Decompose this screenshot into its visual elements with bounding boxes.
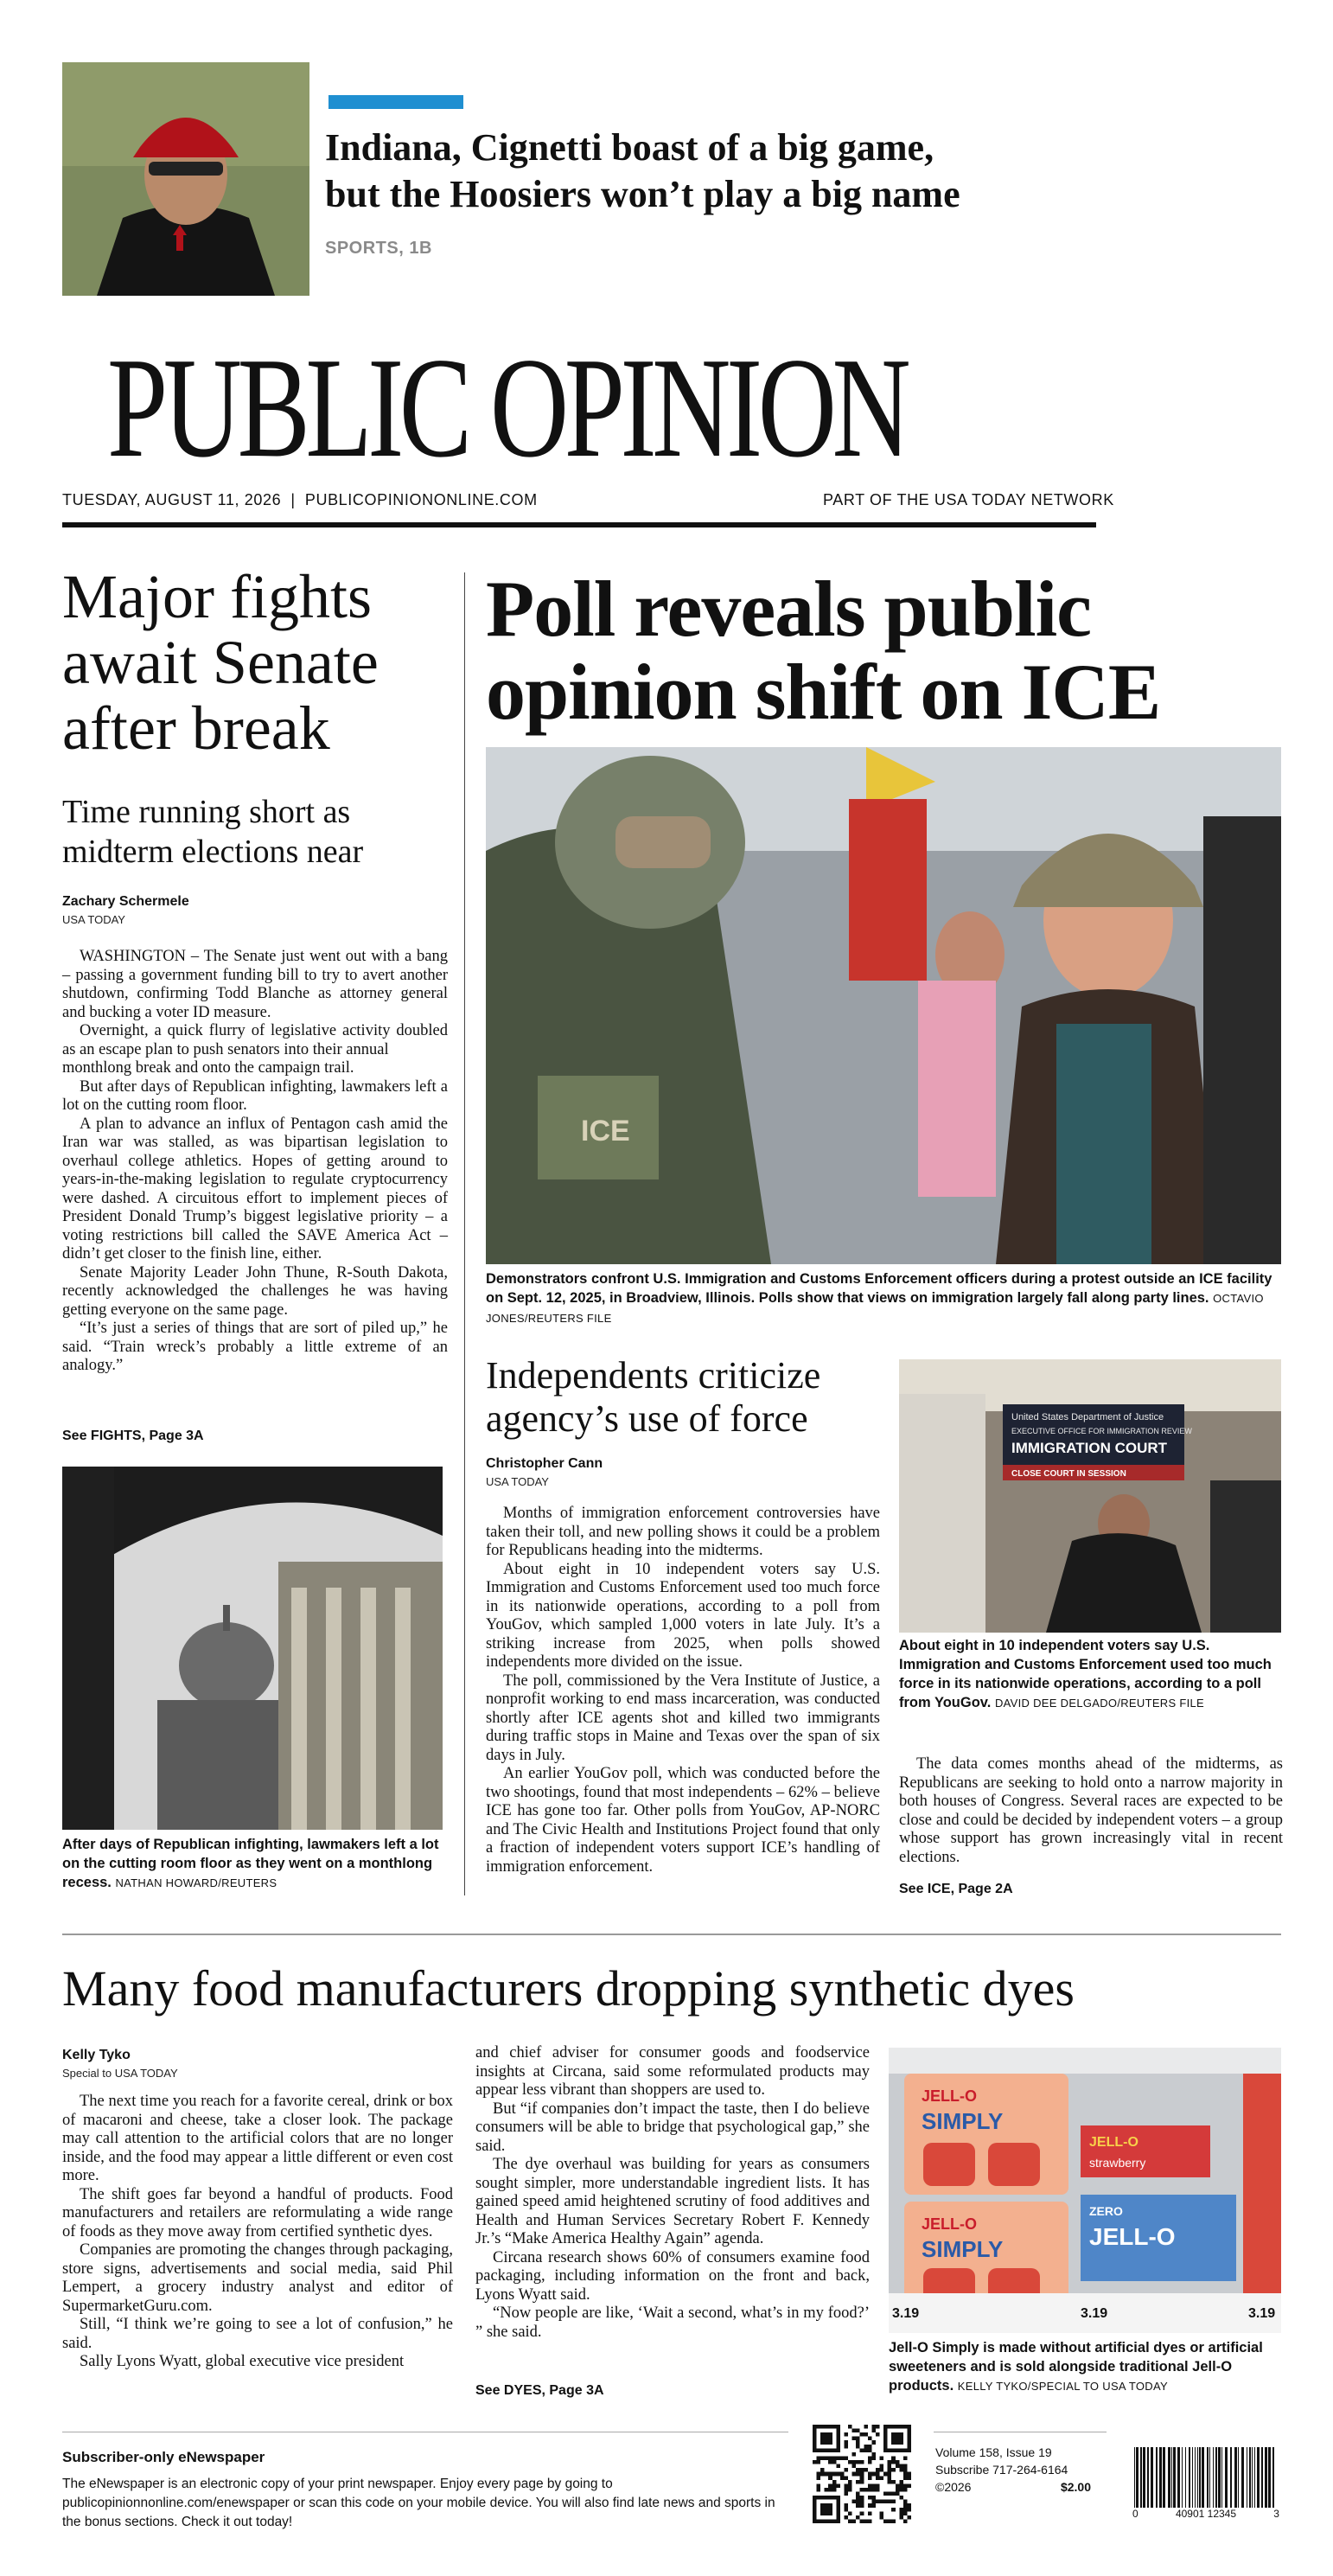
- dyes-headline[interactable]: Many food manufacturers dropping synthetic dyes: [62, 1960, 1075, 2017]
- ice-body: [486, 1505, 880, 1876]
- senate-byline: Zachary Schermele: [62, 894, 189, 909]
- senate-caption-text: After days of Republican infighting, lawmakers left a lot on the cutting room floor as they went on a monthlong recess.: [62, 1837, 439, 1890]
- dyes-paragraph: But “if companies don’t impact the taste, then I do believe consumers will be able to bridge that psychological gap,” she said.: [475, 2100, 870, 2155]
- masthead-title: PUBLIC OPINION: [107, 328, 907, 487]
- footer-info: [935, 2444, 1091, 2496]
- ice-subheadline[interactable]: [486, 1354, 892, 1441]
- dyes-paragraph: Still, “I think we’re going to see a lot of confusion,” he said.: [62, 2316, 453, 2352]
- pkg-flavor: strawberry: [1089, 2156, 1146, 2170]
- ice-subheadline-line: Independents criticize: [486, 1354, 821, 1397]
- price-tag: 3.19: [1081, 2306, 1108, 2321]
- dyes-paragraph: The next time you reach for a favorite cereal, drink or box of macaroni and cheese, take a closer look. The package may call attention to the artificial colors that are no longer inside, and the food may appear a little different or even cost more.: [62, 2093, 453, 2184]
- senate-byline-block: [62, 894, 189, 926]
- dyes-photo-caption: [889, 2338, 1286, 2396]
- footer-copyright: ©2026: [935, 2480, 972, 2494]
- dyes-affiliation: Special to USA TODAY: [62, 2067, 178, 2080]
- senate-paragraph: monthlong break and onto the campaign trail.: [62, 1059, 354, 1077]
- ice-right-column: [899, 1755, 1283, 1867]
- price-tag: 3.19: [892, 2306, 920, 2321]
- ice-headline-line: Poll reveals public: [486, 565, 1091, 653]
- price-tag: 3.19: [1248, 2306, 1276, 2321]
- senate-photo-caption: [62, 1835, 448, 1893]
- ice-paragraph: About eight in 10 independent voters say U.S. Immigration and Customs Enforcement used too much force in its nationwide operations, according to a poll from YouGov, which sampled 1,000 voters in late July. It’s a striking increase from 2025, when polls showed independents more divided on the issue.: [486, 1560, 880, 1671]
- pkg-brand: JELL-O: [922, 2087, 978, 2105]
- ice-paragraph: The data comes months ahead of the midterms, as Republicans are seeking to hold onto a narrow majority in both houses of Congress. Several races are expected to be close and could be decided by independent voters – a group whose support has grown increasingly vital in recent elections.: [899, 1755, 1283, 1866]
- dyes-paragraph: Companies are promoting the changes through packaging, store signs, advertisements and social media, said Phil Lempert, a grocery industry analyst and editor of SupermarketGuru.com.: [62, 2241, 453, 2315]
- ice-photo-court: [899, 1359, 1281, 1633]
- senate-headline-line: after break: [62, 694, 330, 763]
- senate-headline-line: Major fights: [62, 562, 372, 631]
- footer-title: Subscriber-only eNewspaper: [62, 2449, 265, 2465]
- senate-paragraph: But after days of Republican infighting, lawmakers left a lot on the cutting room floor.: [62, 1077, 448, 1114]
- senate-paragraph: A plan to advance an influx of Pentagon cash amid the Iran war was stalled, as was bipartisan legislation to overhaul college athletics. Hopes of getting around to years-in-the-making legislation to regulate cryptocurrency were dashed. A circuitous effort to implement pieces of President Donald Trump’s biggest legislative priority – a voting restrictions bill called the SAVE America Act – didn’t get closer to the finish line, either.: [62, 1115, 448, 1262]
- ice-paragraph: Months of immigration enforcement controversies have taken their toll, and new polling shows it could be a problem for Republicans heading into the midterms.: [486, 1505, 880, 1559]
- column-divider: [464, 572, 465, 1895]
- senate-body: [62, 948, 448, 1376]
- senate-headline[interactable]: [62, 564, 469, 761]
- senate-photo-credit: NATHAN HOWARD/REUTERS: [115, 1876, 277, 1889]
- ice-headline-line: opinion shift on ICE: [486, 648, 1161, 736]
- senate-jump-link[interactable]: See FIGHTS, Page 3A: [62, 1429, 204, 1443]
- court-sign-line-4: CLOSE COURT IN SESSION: [1011, 1469, 1126, 1479]
- teaser-section[interactable]: SPORTS, 1B: [325, 239, 432, 258]
- pkg-brand: JELL-O: [1089, 2135, 1138, 2150]
- dyes-caption-text: Jell-O Simply is made without artificial dyes or artificial sweeteners and is sold alongside traditional Jell-O products.: [889, 2340, 1263, 2394]
- ice-photo-protest: [486, 747, 1281, 1264]
- pkg-simply: SIMPLY: [922, 2236, 1004, 2262]
- dyes-paragraph: and chief adviser for consumer goods and foodservice insights at Circana, said some reformulated products may appear less vibrant than shoppers are used to.: [475, 2044, 870, 2099]
- senate-subhead-line: Time running short as: [62, 794, 351, 830]
- senate-paragraph: “It’s just a series of things that are sort of piled up,” he said. “Train wreck’s probably a little extreme of an analogy.”: [62, 1320, 448, 1374]
- dyes-byline: Kelly Tyko: [62, 2048, 131, 2062]
- dyes-paragraph: Circana research shows 60% of consumers examine food packaging, including information on the front and back, Lyons Wyatt said.: [475, 2248, 870, 2304]
- dyes-photo-credit: KELLY TYKO/SPECIAL TO USA TODAY: [957, 2380, 1168, 2393]
- masthead-rule: [62, 522, 1096, 527]
- dyes-paragraph: Sally Lyons Wyatt, global executive vice president: [80, 2353, 405, 2370]
- ice-byline-block: [486, 1456, 603, 1488]
- barcode-mid-digits: 40901 12345: [1175, 2508, 1237, 2520]
- ice-paragraph: The poll, commissioned by the Vera Institute of Justice, a nonprofit working to end mass incarceration, was conducted shortly after ICE agents shot and killed two immigrants during traffic stops in Maine and Texas over the span of six days in July.: [486, 1672, 880, 1764]
- ice-subheadline-line: agency’s use of force: [486, 1397, 808, 1440]
- barcode-digits: [1132, 2508, 1279, 2520]
- teaser-headline[interactable]: [325, 125, 1103, 218]
- dyes-paragraph: “Now people are like, ‘Wait a second, what’s in my food?’ ” she said.: [475, 2304, 870, 2341]
- senate-paragraph: Overnight, a quick flurry of legislative activity doubled as an escape plan to push senators into their annual: [62, 1022, 448, 1058]
- dyes-paragraph: The shift goes far beyond a handful of products. Food manufacturers and retailers are reformulating a wide range of foods as they move away from certified synthetic dyes.: [62, 2185, 453, 2240]
- pkg-simply: SIMPLY: [922, 2108, 1004, 2134]
- dyes-paragraph: The dye overhaul was building for years as consumers sought simpler, more understandable ingredient lists. It has gained speed amid heightened scrutiny of food additives and Health and Human Services Secretary Robert F. Kennedy Jr.’s “Make America Healthy Again” agenda.: [475, 2156, 870, 2247]
- teaser-accent-bar: [328, 95, 463, 109]
- barcode: [1132, 2447, 1279, 2525]
- dyes-body-col2: [475, 2044, 870, 2342]
- teaser-headline-line: but the Hoosiers won’t play a big name: [325, 173, 960, 215]
- ice-photo-caption: [486, 1269, 1281, 1328]
- footer-price-row: [935, 2478, 1091, 2496]
- barcode-right-digit: 3: [1273, 2508, 1279, 2520]
- ice-photo-credit: OCTAVIO JONES/REUTERS FILE: [486, 1292, 1264, 1325]
- ice-caption2-text: About eight in 10 independent voters say U.S. Immigration and Customs Enforcement used too much force in its nationwide operations, according to a poll from YouGov.: [899, 1638, 1272, 1710]
- teaser-photo-cignetti: [62, 62, 309, 296]
- court-sign-line-1: United States Department of Justice: [1011, 1412, 1164, 1422]
- pkg-brand: JELL-O: [922, 2215, 978, 2233]
- footer-subscribe: Subscribe 717-264-6164: [935, 2463, 1068, 2477]
- senate-photo-capitol: [62, 1467, 443, 1830]
- footer-volume: Volume 158, Issue 19: [935, 2445, 1052, 2459]
- ice-photo2-caption: [899, 1636, 1288, 1713]
- ice-jump-link[interactable]: See ICE, Page 2A: [899, 1882, 1013, 1896]
- ice-affiliation: USA TODAY: [486, 1475, 549, 1488]
- court-sign-line-3: IMMIGRATION COURT: [1011, 1440, 1168, 1456]
- senate-paragraph: WASHINGTON – The Senate just went out with a bang – passing a government funding bill to try to avert another shutdown, confirming Todd Blanche as attorney general and bucking a voter ID measure.: [62, 948, 448, 1021]
- ice-headline[interactable]: [486, 565, 1298, 736]
- barcode-left-digit: 0: [1132, 2508, 1138, 2520]
- senate-subhead-line: midterm elections near: [62, 834, 364, 870]
- ice-photo2-credit: DAVID DEE DELGADO/REUTERS FILE: [994, 1697, 1205, 1710]
- pkg-brand: JELL-O: [1089, 2223, 1176, 2250]
- dyes-photo-jello: [889, 2048, 1281, 2333]
- footer-price: $2.00: [1060, 2480, 1091, 2494]
- senate-affiliation: USA TODAY: [62, 913, 125, 926]
- masthead-network: PART OF THE USA TODAY NETWORK: [823, 491, 1114, 508]
- ice-caption-text: Demonstrators confront U.S. Immigration and Customs Enforcement officers during a protest outside an ICE facility on Sept. 12, 2025, in Broadview, Illinois. Polls show that views on immigration largely fall along party lines.: [486, 1271, 1272, 1306]
- court-sign-line-2: EXECUTIVE OFFICE FOR IMMIGRATION REVIEW: [1011, 1427, 1192, 1435]
- dyes-byline-block: [62, 2048, 178, 2080]
- ice-paragraph: An earlier YouGov poll, which was conducted before the two shootings, found that most independents – 62% – believe ICE has gone too far. Other polls from YouGov, AP-NORC and The Civic Health and Institutions Project found that only a fraction of independent voters support ICE’s handling of immigration enforcement.: [486, 1765, 880, 1876]
- vest-ice-label: ICE: [581, 1115, 630, 1147]
- qr-code[interactable]: [813, 2425, 911, 2523]
- senate-paragraph: Senate Majority Leader John Thune, R-South Dakota, recently acknowledged the challenges he was having getting everyone on the same page.: [62, 1263, 448, 1319]
- senate-subhead: [62, 792, 469, 872]
- section-rule: [62, 1934, 1281, 1935]
- masthead-dateline: TUESDAY, AUGUST 11, 2026 | PUBLICOPINIONONLINE.COM: [62, 491, 538, 508]
- senate-headline-line: await Senate: [62, 628, 379, 697]
- ice-byline: Christopher Cann: [486, 1456, 603, 1471]
- footer-text: The eNewspaper is an electronic copy of your print newspaper. Enjoy every page by going to publicopinionnonline.com/enewspaper or scan this code on your mobile device. You will also find late news and sports in the bonus sections. Check it out today!: [62, 2477, 775, 2529]
- dyes-jump-link[interactable]: See DYES, Page 3A: [475, 2383, 604, 2398]
- dyes-body-col1: [62, 2093, 453, 2372]
- pkg-zero: ZERO: [1089, 2204, 1123, 2218]
- teaser-headline-line: Indiana, Cignetti boast of a big game,: [325, 126, 934, 169]
